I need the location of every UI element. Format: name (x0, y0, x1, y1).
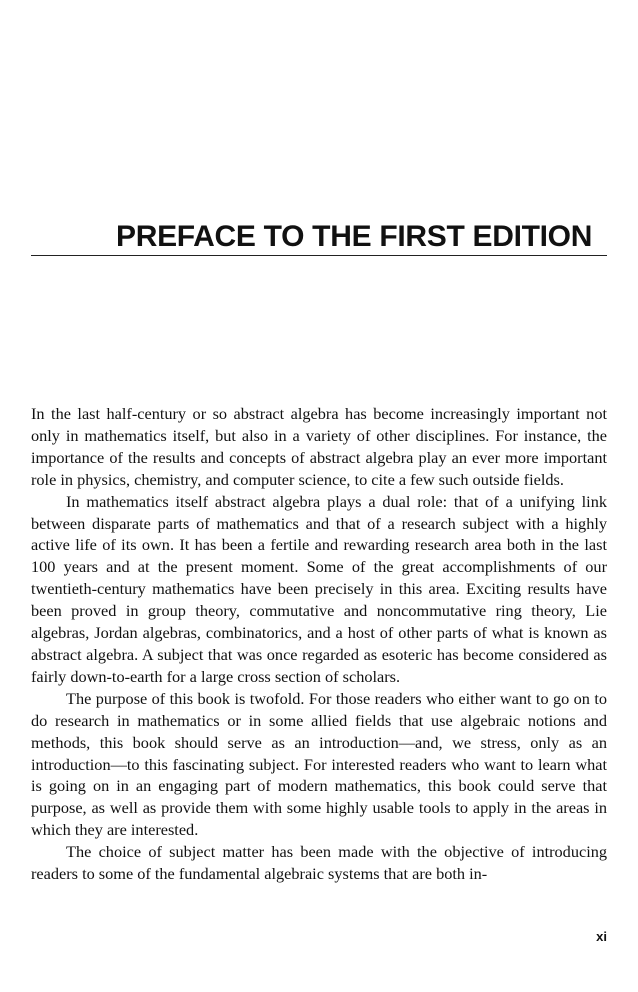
title-rule (31, 255, 607, 256)
paragraph-1: In the last half-century or so abstract algebra has become increasingly important not only in mathematics itself, but also in a variety of other disciplines. For instance, the importance of the results and concepts of abstract algebra play an ever more important role in physics, chemistry, and computer science, to cite a few such outside fields. (31, 404, 607, 489)
preface-body (31, 403, 607, 885)
paragraph-2: In mathematics itself abstract algebra plays a dual role: that of a unifying link between disparate parts of mathematics and that of a research subject with a highly active life of its own. It has been a fertile and rewarding research area both in the last 100 years and at the present moment. Some of the great accomplishments of our twentieth-century mathematics have been precisely in this area. Exciting results have been proved in group theory, commutative and noncommutative ring theory, Lie algebras, Jordan algebras, combinatorics, and a host of other parts of what is known as abstract algebra. A subject that was once regarded as esoteric has become considered as fairly down-to-earth for a large cross section of scholars. (31, 491, 607, 686)
paragraph-4: The choice of subject matter has been made with the objective of introducing readers to some of the fundamental algebraic systems that are both in- (31, 842, 607, 884)
paragraph-3: The purpose of this book is twofold. For those readers who either want to go on to do research in mathematics or in some allied fields that use algebraic notions and methods, this book should serve as an introduction—and, we stress, only as an introduction—to this fascinating subject. For interested readers who want to learn what is going on in an engaging part of modern mathematics, this book could serve that purpose, as well as provide them with some highly usable tools to apply in the areas in which they are interested. (31, 688, 607, 840)
page-number: xi (596, 929, 607, 944)
chapter-title: PREFACE TO THE FIRST EDITION (116, 220, 593, 253)
